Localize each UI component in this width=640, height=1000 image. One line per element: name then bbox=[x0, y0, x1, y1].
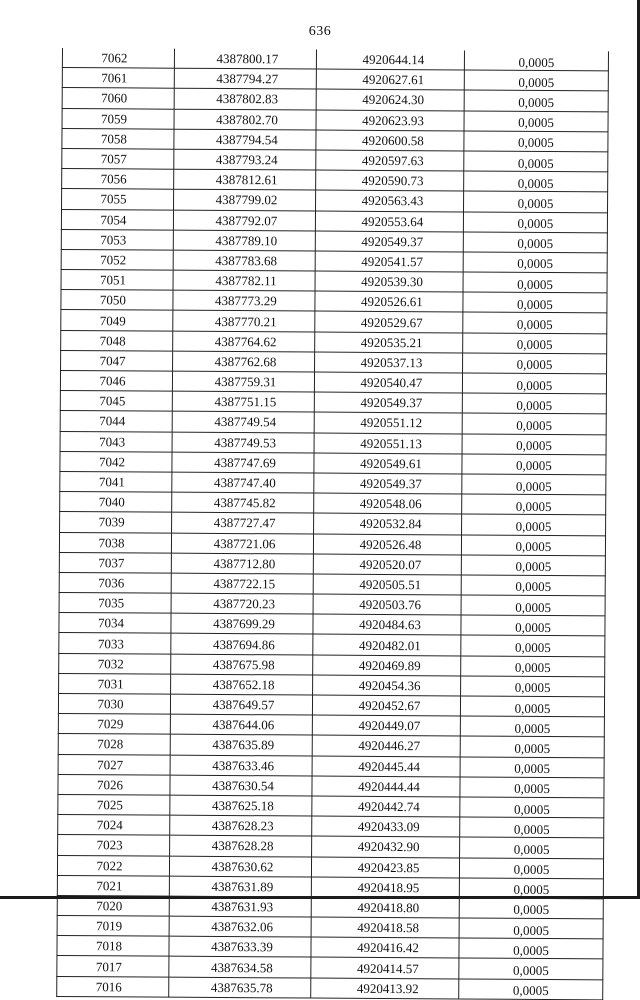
tolerance-cell: 0,0005 bbox=[463, 333, 607, 354]
page-number: 636 bbox=[308, 24, 332, 39]
point-number-cell: 7022 bbox=[57, 855, 169, 876]
y-coordinate-cell: 4920416.42 bbox=[311, 937, 459, 958]
x-coordinate-cell: 4387631.89 bbox=[169, 876, 311, 897]
point-number-cell: 7032 bbox=[59, 653, 171, 674]
point-number-cell: 7039 bbox=[60, 512, 172, 533]
tolerance-cell: 0,0005 bbox=[460, 736, 604, 757]
tolerance-cell: 0,0005 bbox=[460, 837, 604, 858]
point-number-cell: 7035 bbox=[59, 593, 171, 614]
point-number-cell: 7038 bbox=[59, 532, 171, 553]
y-coordinate-cell: 4920418.80 bbox=[311, 897, 459, 918]
point-number-cell: 7044 bbox=[60, 411, 172, 432]
x-coordinate-cell: 4387773.29 bbox=[173, 290, 315, 311]
point-number-cell: 7042 bbox=[60, 451, 172, 472]
y-coordinate-cell: 4920444.44 bbox=[312, 776, 460, 797]
tolerance-cell: 0,0005 bbox=[460, 817, 604, 838]
point-number-cell: 7045 bbox=[60, 391, 172, 412]
point-number-cell: 7057 bbox=[62, 148, 174, 169]
point-number-cell: 7041 bbox=[60, 471, 172, 492]
y-coordinate-cell: 4920540.47 bbox=[314, 372, 462, 393]
tolerance-cell: 0,0005 bbox=[463, 252, 607, 273]
x-coordinate-cell: 4387633.39 bbox=[169, 936, 311, 957]
y-coordinate-cell: 4920590.73 bbox=[316, 170, 464, 191]
tolerance-cell: 0,0005 bbox=[462, 373, 606, 394]
x-coordinate-cell: 4387759.31 bbox=[172, 371, 314, 392]
tolerance-cell: 0,0005 bbox=[462, 454, 606, 475]
point-number-cell: 7043 bbox=[60, 431, 172, 452]
x-coordinate-cell: 4387749.53 bbox=[172, 432, 314, 453]
coordinates-table-container bbox=[56, 48, 608, 1000]
y-coordinate-cell: 4920423.85 bbox=[311, 857, 459, 878]
x-coordinate-cell: 4387764.62 bbox=[173, 331, 315, 352]
point-number-cell: 7018 bbox=[57, 936, 169, 957]
tolerance-cell: 0,0005 bbox=[461, 656, 605, 677]
x-coordinate-cell: 4387649.57 bbox=[170, 694, 312, 715]
x-coordinate-cell: 4387799.02 bbox=[174, 189, 316, 210]
tolerance-cell: 0,0005 bbox=[461, 534, 605, 555]
tolerance-cell: 0,0005 bbox=[462, 434, 606, 455]
y-coordinate-cell: 4920505.51 bbox=[313, 574, 461, 595]
tolerance-cell: 0,0005 bbox=[461, 595, 605, 616]
point-number-cell: 7020 bbox=[57, 895, 169, 916]
tolerance-cell: 0,0005 bbox=[460, 797, 604, 818]
x-coordinate-cell: 4387747.69 bbox=[172, 452, 314, 473]
point-number-cell: 7033 bbox=[59, 633, 171, 654]
point-number-cell: 7036 bbox=[59, 572, 171, 593]
point-number-cell: 7030 bbox=[58, 693, 170, 714]
tolerance-cell: 0,0005 bbox=[460, 757, 604, 778]
x-coordinate-cell: 4387727.47 bbox=[172, 512, 314, 533]
point-number-cell: 7047 bbox=[61, 350, 173, 371]
tolerance-cell: 0,0005 bbox=[464, 131, 608, 152]
y-coordinate-cell: 4920418.95 bbox=[311, 877, 459, 898]
y-coordinate-cell: 4920454.36 bbox=[313, 675, 461, 696]
coordinates-table bbox=[56, 48, 609, 1000]
y-coordinate-cell: 4920452.67 bbox=[312, 695, 460, 716]
tolerance-cell: 0,0005 bbox=[460, 777, 604, 798]
tolerance-cell: 0,0005 bbox=[459, 938, 603, 959]
y-coordinate-cell: 4920526.61 bbox=[315, 291, 463, 312]
point-number-cell: 7053 bbox=[61, 229, 173, 250]
tolerance-cell: 0,0005 bbox=[463, 232, 607, 253]
point-number-cell: 7058 bbox=[62, 128, 174, 149]
tolerance-cell: 0,0005 bbox=[464, 191, 608, 212]
y-coordinate-cell: 4920449.07 bbox=[312, 715, 460, 736]
point-number-cell: 7021 bbox=[57, 875, 169, 896]
point-number-cell: 7016 bbox=[57, 976, 169, 997]
tolerance-cell: 0,0005 bbox=[464, 151, 608, 172]
y-coordinate-cell: 4920541.57 bbox=[315, 251, 463, 272]
point-number-cell: 7027 bbox=[58, 754, 170, 775]
x-coordinate-cell: 4387745.82 bbox=[172, 492, 314, 513]
y-coordinate-cell: 4920535.21 bbox=[315, 332, 463, 353]
x-coordinate-cell: 4387812.61 bbox=[174, 169, 316, 190]
tolerance-cell: 0,0005 bbox=[464, 70, 608, 91]
point-number-cell: 7054 bbox=[61, 209, 173, 230]
y-coordinate-cell: 4920644.14 bbox=[316, 50, 464, 71]
point-number-cell: 7060 bbox=[62, 88, 174, 109]
point-number-cell: 7061 bbox=[62, 68, 174, 89]
x-coordinate-cell: 4387625.18 bbox=[170, 795, 312, 816]
tolerance-cell: 0,0005 bbox=[463, 312, 607, 333]
x-coordinate-cell: 4387721.06 bbox=[171, 533, 313, 554]
tolerance-cell: 0,0005 bbox=[460, 696, 604, 717]
tolerance-cell: 0,0005 bbox=[460, 716, 604, 737]
point-number-cell: 7017 bbox=[57, 956, 169, 977]
y-coordinate-cell: 4920549.37 bbox=[314, 392, 462, 413]
x-coordinate-cell: 4387644.06 bbox=[170, 714, 312, 735]
tolerance-cell: 0,0005 bbox=[461, 615, 605, 636]
tolerance-cell: 0,0005 bbox=[462, 413, 606, 434]
point-number-cell: 7031 bbox=[59, 673, 171, 694]
x-coordinate-cell: 4387794.54 bbox=[174, 129, 316, 150]
x-coordinate-cell: 4387770.21 bbox=[173, 311, 315, 332]
tolerance-cell: 0,0005 bbox=[462, 393, 606, 414]
y-coordinate-cell: 4920532.84 bbox=[314, 513, 462, 534]
point-number-cell: 7023 bbox=[58, 835, 170, 856]
x-coordinate-cell: 4387630.54 bbox=[170, 775, 312, 796]
x-coordinate-cell: 4387652.18 bbox=[171, 674, 313, 695]
y-coordinate-cell: 4920539.30 bbox=[315, 271, 463, 292]
y-coordinate-cell: 4920529.67 bbox=[315, 311, 463, 332]
y-coordinate-cell: 4920549.37 bbox=[315, 231, 463, 252]
y-coordinate-cell: 4920433.09 bbox=[312, 816, 460, 837]
y-coordinate-cell: 4920446.27 bbox=[312, 735, 460, 756]
y-coordinate-cell: 4920549.37 bbox=[314, 473, 462, 494]
y-coordinate-cell: 4920442.74 bbox=[312, 796, 460, 817]
x-coordinate-cell: 4387632.06 bbox=[169, 916, 311, 937]
x-coordinate-cell: 4387722.15 bbox=[171, 573, 313, 594]
point-number-cell: 7028 bbox=[58, 734, 170, 755]
tolerance-cell: 0,0005 bbox=[459, 857, 603, 878]
tolerance-cell: 0,0005 bbox=[461, 575, 605, 596]
tolerance-cell: 0,0005 bbox=[459, 958, 603, 979]
point-number-cell: 7037 bbox=[59, 552, 171, 573]
x-coordinate-cell: 4387631.93 bbox=[169, 896, 311, 917]
point-number-cell: 7046 bbox=[60, 370, 172, 391]
point-number-cell: 7055 bbox=[62, 189, 174, 210]
point-number-cell: 7029 bbox=[58, 714, 170, 735]
x-coordinate-cell: 4387802.70 bbox=[174, 109, 316, 130]
x-coordinate-cell: 4387802.83 bbox=[174, 89, 316, 110]
tolerance-cell: 0,0005 bbox=[464, 50, 608, 71]
y-coordinate-cell: 4920414.57 bbox=[311, 957, 459, 978]
y-coordinate-cell: 4920445.44 bbox=[312, 756, 460, 777]
x-coordinate-cell: 4387789.10 bbox=[173, 230, 315, 251]
tolerance-cell: 0,0005 bbox=[464, 111, 608, 132]
y-coordinate-cell: 4920623.93 bbox=[316, 110, 464, 131]
x-coordinate-cell: 4387749.54 bbox=[172, 412, 314, 433]
table-body bbox=[57, 48, 609, 1000]
x-coordinate-cell: 4387694.86 bbox=[171, 634, 313, 655]
y-coordinate-cell: 4920537.13 bbox=[315, 352, 463, 373]
x-coordinate-cell: 4387712.80 bbox=[171, 553, 313, 574]
x-coordinate-cell: 4387762.68 bbox=[173, 351, 315, 372]
y-coordinate-cell: 4920503.76 bbox=[313, 594, 461, 615]
x-coordinate-cell: 4387782.11 bbox=[173, 270, 315, 291]
tolerance-cell: 0,0005 bbox=[459, 898, 603, 919]
x-coordinate-cell: 4387630.62 bbox=[169, 856, 311, 877]
tolerance-cell: 0,0005 bbox=[459, 918, 603, 939]
x-coordinate-cell: 4387675.98 bbox=[171, 654, 313, 675]
point-number-cell: 7034 bbox=[59, 613, 171, 634]
x-coordinate-cell: 4387628.23 bbox=[170, 815, 312, 836]
y-coordinate-cell: 4920627.61 bbox=[316, 69, 464, 90]
tolerance-cell: 0,0005 bbox=[461, 676, 605, 697]
y-coordinate-cell: 4920551.12 bbox=[314, 412, 462, 433]
y-coordinate-cell: 4920624.30 bbox=[316, 89, 464, 110]
y-coordinate-cell: 4920484.63 bbox=[313, 614, 461, 635]
y-coordinate-cell: 4920551.13 bbox=[314, 433, 462, 454]
x-coordinate-cell: 4387751.15 bbox=[172, 391, 314, 412]
y-coordinate-cell: 4920520.07 bbox=[313, 554, 461, 575]
tolerance-cell: 0,0005 bbox=[464, 171, 608, 192]
x-coordinate-cell: 4387794.27 bbox=[174, 68, 316, 89]
point-number-cell: 7049 bbox=[61, 310, 173, 331]
x-coordinate-cell: 4387634.58 bbox=[169, 957, 311, 978]
y-coordinate-cell: 4920563.43 bbox=[316, 190, 464, 211]
tolerance-cell: 0,0005 bbox=[462, 514, 606, 535]
x-coordinate-cell: 4387628.28 bbox=[170, 835, 312, 856]
point-number-cell: 7059 bbox=[62, 108, 174, 129]
y-coordinate-cell: 4920548.06 bbox=[314, 493, 462, 514]
tolerance-cell: 0,0005 bbox=[463, 211, 607, 232]
table-row bbox=[57, 976, 603, 1000]
y-coordinate-cell: 4920413.92 bbox=[311, 978, 459, 999]
x-coordinate-cell: 4387783.68 bbox=[173, 250, 315, 271]
tolerance-cell: 0,0005 bbox=[459, 979, 603, 1000]
tolerance-cell: 0,0005 bbox=[463, 272, 607, 293]
y-coordinate-cell: 4920549.61 bbox=[314, 453, 462, 474]
y-coordinate-cell: 4920418.58 bbox=[311, 917, 459, 938]
x-coordinate-cell: 4387633.46 bbox=[170, 755, 312, 776]
y-coordinate-cell: 4920597.63 bbox=[316, 150, 464, 171]
point-number-cell: 7062 bbox=[62, 48, 174, 68]
tolerance-cell: 0,0005 bbox=[459, 878, 603, 899]
y-coordinate-cell: 4920553.64 bbox=[315, 211, 463, 232]
x-coordinate-cell: 4387720.23 bbox=[171, 593, 313, 614]
x-coordinate-cell: 4387793.24 bbox=[174, 149, 316, 170]
x-coordinate-cell: 4387792.07 bbox=[173, 210, 315, 231]
point-number-cell: 7040 bbox=[60, 492, 172, 513]
point-number-cell: 7019 bbox=[57, 916, 169, 937]
tolerance-cell: 0,0005 bbox=[462, 494, 606, 515]
y-coordinate-cell: 4920600.58 bbox=[316, 130, 464, 151]
tolerance-cell: 0,0005 bbox=[462, 474, 606, 495]
tolerance-cell: 0,0005 bbox=[463, 353, 607, 374]
y-coordinate-cell: 4920469.89 bbox=[313, 655, 461, 676]
y-coordinate-cell: 4920526.48 bbox=[313, 534, 461, 555]
tolerance-cell: 0,0005 bbox=[464, 90, 608, 111]
point-number-cell: 7024 bbox=[58, 815, 170, 836]
x-coordinate-cell: 4387800.17 bbox=[174, 49, 316, 70]
point-number-cell: 7052 bbox=[61, 249, 173, 270]
tolerance-cell: 0,0005 bbox=[463, 292, 607, 313]
tolerance-cell: 0,0005 bbox=[461, 555, 605, 576]
x-coordinate-cell: 4387747.40 bbox=[172, 472, 314, 493]
y-coordinate-cell: 4920482.01 bbox=[313, 634, 461, 655]
x-coordinate-cell: 4387699.29 bbox=[171, 613, 313, 634]
y-coordinate-cell: 4920432.90 bbox=[312, 836, 460, 857]
point-number-cell: 7025 bbox=[58, 794, 170, 815]
point-number-cell: 7050 bbox=[61, 290, 173, 311]
x-coordinate-cell: 4387635.89 bbox=[170, 735, 312, 756]
tolerance-cell: 0,0005 bbox=[461, 635, 605, 656]
point-number-cell: 7048 bbox=[61, 330, 173, 351]
point-number-cell: 7026 bbox=[58, 774, 170, 795]
point-number-cell: 7051 bbox=[61, 270, 173, 291]
point-number-cell: 7056 bbox=[62, 169, 174, 190]
x-coordinate-cell: 4387635.78 bbox=[169, 977, 311, 998]
